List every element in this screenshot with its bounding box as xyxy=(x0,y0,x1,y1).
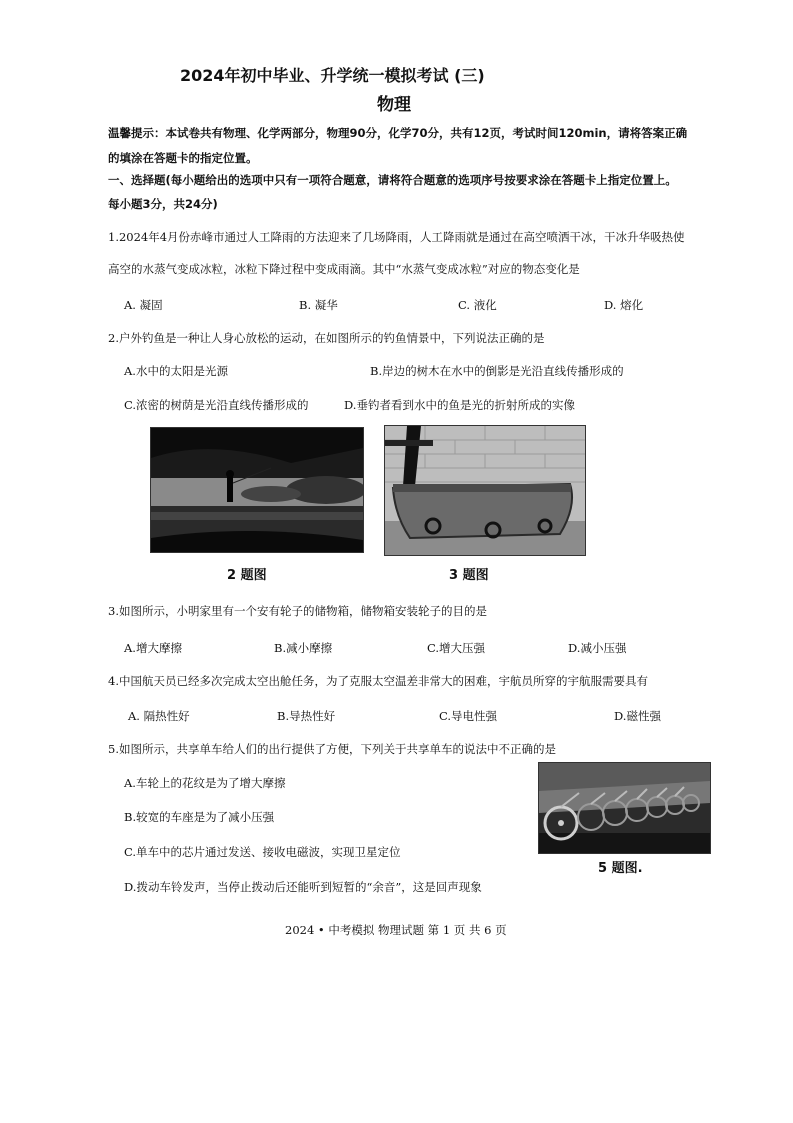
q3-option-b: B.减小摩擦 xyxy=(274,641,333,655)
q5-option-a: A.车轮上的花纹是为了增大摩擦 xyxy=(124,776,286,790)
q5-option-d: D.拨动车铃发声，当停止拨动后还能听到短暂的“余音”，这是回声现象 xyxy=(124,880,482,894)
section-line-1: 一、选择题(每小题给出的选项中只有一项符合题意，请将符合题意的选项序号按要求涂在答题卡上指定位置上。 xyxy=(108,173,677,187)
page-footer: 2024 • 中考模拟 物理试题 第 1 页 共 6 页 xyxy=(285,923,507,937)
q4-option-a: A. 隔热性好 xyxy=(128,709,190,723)
shared-bikes-image xyxy=(538,762,711,854)
q1-option-b: B. 凝华 xyxy=(299,298,338,312)
q3-option-d: D.减小压强 xyxy=(568,641,627,655)
q3-stem: 3.如图所示，小明家里有一个安有轮子的储物箱，储物箱安装轮子的目的是 xyxy=(108,604,487,618)
storage-box-image xyxy=(384,425,586,556)
q5-option-b: B.较宽的车座是为了减小压强 xyxy=(124,810,275,824)
q4-option-b: B.导热性好 xyxy=(277,709,336,723)
figure-3-caption: 3 题图 xyxy=(449,568,489,583)
q1-stem-line-1: 1.2024年4月份赤峰市通过人工降雨的方法迎来了几场降雨，人工降雨就是通过在高空喷洒干冰，干冰升华吸热使 xyxy=(108,230,685,244)
q2-option-b: B.岸边的树木在水中的倒影是光沿直线传播形成的 xyxy=(370,364,624,378)
q4-stem: 4.中国航天员已经多次完成太空出舱任务，为了克服太空温差非常大的困难，宇航员所穿的宇航服需要具有 xyxy=(108,674,648,688)
figure-2-caption: 2 题图 xyxy=(227,568,267,583)
q3-option-c: C.增大压强 xyxy=(427,641,486,655)
q4-option-d: D.磁性强 xyxy=(614,709,661,723)
q1-option-d: D. 熔化 xyxy=(604,298,644,312)
q2-option-a: A.水中的太阳是光源 xyxy=(124,364,228,378)
q2-stem: 2.户外钓鱼是一种让人身心放松的运动，在如图所示的钓鱼情景中，下列说法正确的是 xyxy=(108,331,545,345)
exam-title: 2024年初中毕业、升学统一模拟考试 (三) xyxy=(180,66,485,85)
section-line-2: 每小题3分，共24分) xyxy=(108,197,218,211)
q3-option-a: A.增大摩擦 xyxy=(124,641,182,655)
q1-stem-line-2: 高空的水蒸气变成冰粒，冰粒下降过程中变成雨滴。其中“水蒸气变成冰粒”对应的物态变化是 xyxy=(108,262,580,276)
figure-5-caption: 5 题图. xyxy=(598,861,643,876)
q4-option-c: C.导电性强 xyxy=(439,709,498,723)
notice-line-1: 温馨提示：本试卷共有物理、化学两部分，物理90分，化学70分，共有12页，考试时间120min，请将答案正确 xyxy=(108,126,688,140)
subject-title: 物理 xyxy=(377,95,411,115)
fishing-scene-image xyxy=(150,427,364,553)
notice-line-2: 的填涂在答题卡的指定位置。 xyxy=(108,151,258,165)
q2-option-c: C.浓密的树荫是光沿直线传播形成的 xyxy=(124,398,309,412)
q5-stem: 5.如图所示，共享单车给人们的出行提供了方便，下列关于共享单车的说法中不正确的是 xyxy=(108,742,556,756)
q2-option-d: D.垂钓者看到水中的鱼是光的折射所成的实像 xyxy=(344,398,575,412)
q1-option-a: A. 凝固 xyxy=(124,298,163,312)
q5-option-c: C.单车中的芯片通过发送、接收电磁波，实现卫星定位 xyxy=(124,845,401,859)
q1-option-c: C. 液化 xyxy=(458,298,497,312)
